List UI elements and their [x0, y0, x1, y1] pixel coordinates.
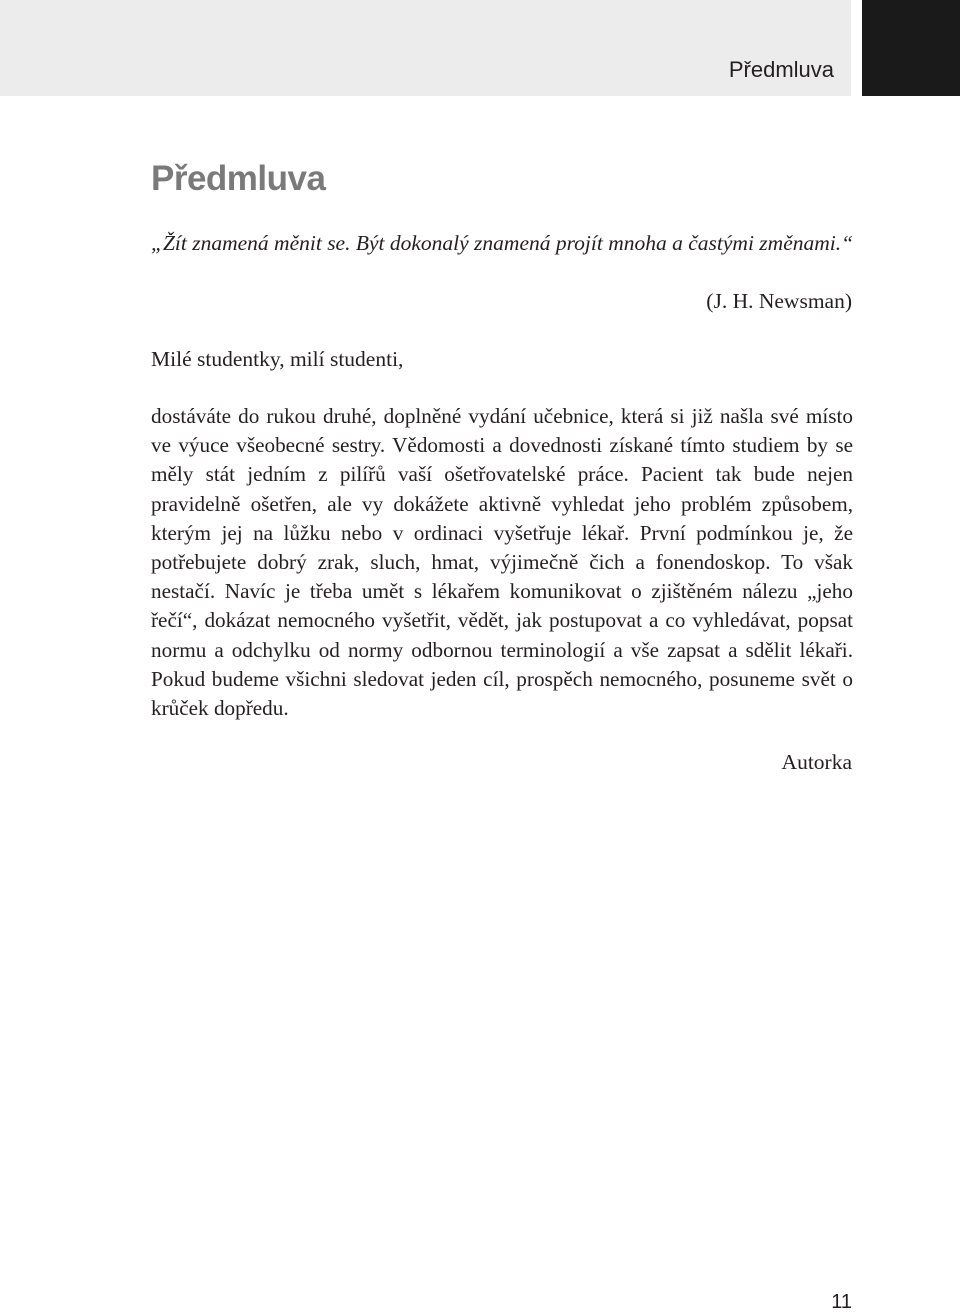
running-header-band — [0, 0, 851, 96]
running-header-title: Předmluva — [728, 57, 834, 82]
greeting: Milé studentky, milí studenti, — [151, 347, 404, 371]
signature: Autorka — [781, 750, 852, 774]
motto-quote: „Žít znamená měnit se. Být dokonalý znamená projít mnoha a častými změnami.“ — [151, 231, 854, 255]
motto-author: (J. H. Newsman) — [706, 289, 852, 313]
chapter-thumb-tab — [862, 0, 960, 96]
page-number: 11 — [831, 1291, 852, 1313]
chapter-title: Předmluva — [151, 159, 326, 198]
body-paragraph: dostáváte do rukou druhé, doplněné vydání učebnice, která si již našla své místo ve výuce všeobecné sestry. Vědomosti a dovednosti získané tímto studiem by se měly stát jedním z pilířů vaší ošetřovatelské práce. Pacient tak bude nejen pravidelně ošetřen, ale vy dokážete aktivně vyhledat jeho problém způsobem, kterým jej na lůžku nebo v ordinaci vyšetřuje lékař. První podmínkou je, že potřebujete dobrý zrak, sluch, hmat, výjimečně čich a fonendoskop. To však nestačí. Navíc je třeba umět s lékařem komunikovat o zjištěném nálezu „jeho řečí“, dokázat nemocného vyšetřit, vědět, jak postupovat a co vyhledávat, popsat normu a odchylku od normy odbornou terminologií a vše zapsat a sdělit lékaři. Pokud budeme všichni sledovat jeden cíl, prospěch nemocného, posuneme svět o krůček dopředu. — [151, 404, 853, 721]
